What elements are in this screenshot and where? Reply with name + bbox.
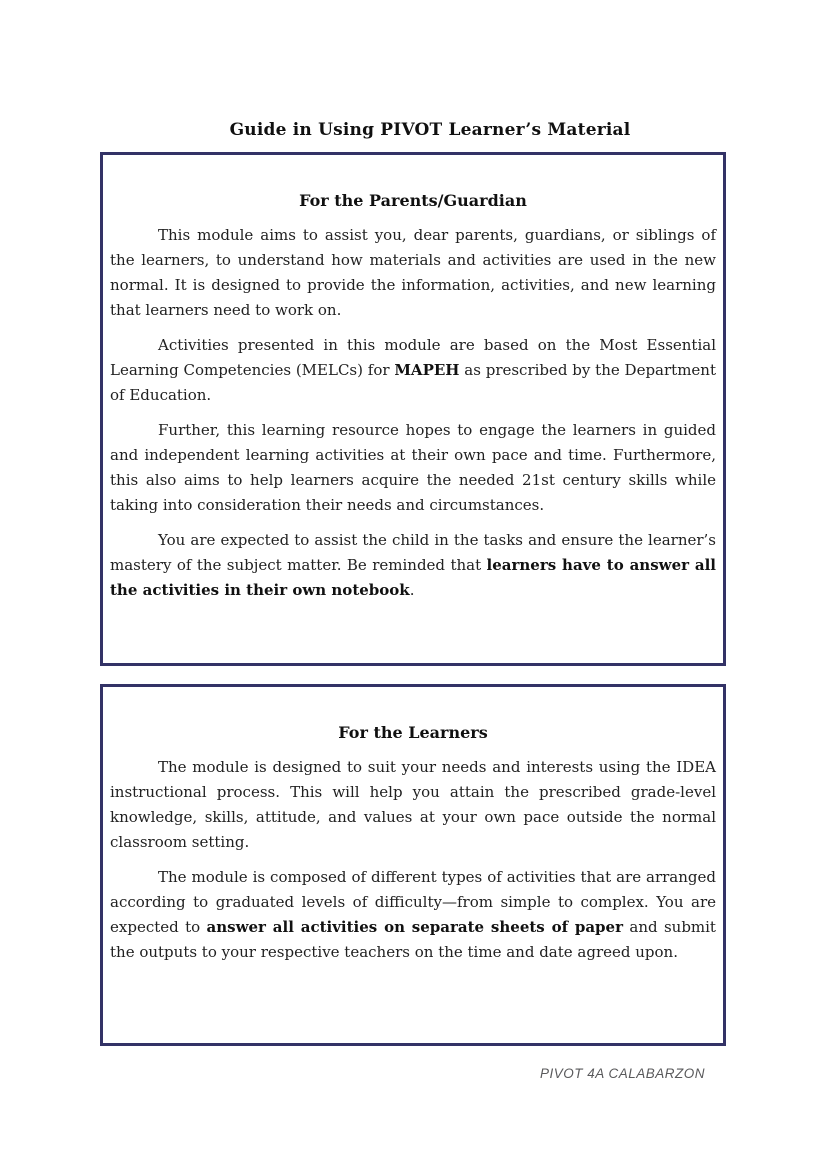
paragraph-text: You are expected to assist the child in the tasks and ensure the learner’s mastery of the subject matter. Be reminded that	[110, 531, 716, 574]
parents-paragraph-2	[110, 333, 716, 408]
page-footer: PIVOT 4A CALABARZON	[539, 1066, 705, 1081]
paragraph-text: Activities presented in this module are based on the Most Essential Learning Competencies (MELCs) for	[110, 336, 716, 379]
learners-paragraph-2	[110, 865, 716, 965]
parents-guardian-box	[100, 152, 726, 666]
learners-box-heading: For the Learners	[338, 723, 488, 742]
paragraph-bold-text: answer all activities on separate sheets of paper	[206, 918, 623, 936]
parents-paragraph-3	[110, 418, 716, 518]
paragraph-text: and submit the outputs to your respective teachers on the time and date agreed upon.	[110, 918, 716, 961]
paragraph-text: .	[409, 581, 415, 599]
learners-paragraph-1	[110, 755, 716, 855]
paragraph-text: The module is designed to suit your needs and interests using the IDEA instructional process. This will help you attain the prescribed grade-level knowledge, skills, attitude, and values at your own pace outside the normal classroom setting.	[110, 758, 716, 851]
paragraph-text: The module is composed of different types of activities that are arranged according to graduated levels of difficulty—from simple to complex. You are expected to	[110, 868, 716, 936]
parents-box-heading: For the Parents/Guardian	[299, 191, 527, 210]
paragraph-text: This module aims to assist you, dear parents, guardians, or siblings of the learners, to understand how materials and activities are used in the new normal. It is designed to provide the information, activities, and new learning that learners need to work on.	[110, 226, 716, 319]
parents-paragraph-4	[110, 528, 716, 603]
paragraph-bold-text: MAPEH	[394, 361, 460, 379]
page-title: Guide in Using PIVOT Learner’s Material	[229, 120, 631, 140]
learners-box	[100, 684, 726, 1046]
parents-paragraph-1	[110, 223, 716, 323]
paragraph-text: as prescribed by the Department of Education.	[110, 361, 716, 404]
paragraph-text: Further, this learning resource hopes to engage the learners in guided and independent learning activities at their own pace and time. Furthermore, this also aims to help learners acquire the needed 21st century skills while taking into consideration their needs and circumstances.	[110, 421, 716, 514]
paragraph-bold-text: learners have to answer all the activities in their own notebook	[110, 556, 716, 599]
